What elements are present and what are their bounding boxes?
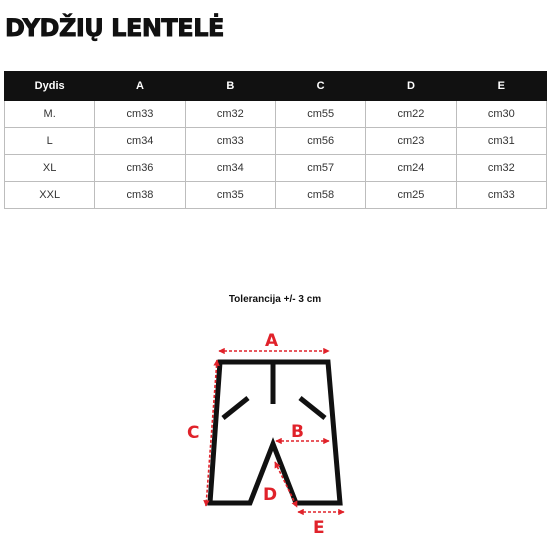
cell-d: cm25	[366, 182, 456, 209]
cell-size: XXL	[5, 182, 95, 209]
label-b: B	[291, 422, 304, 442]
cell-e: cm31	[456, 128, 546, 155]
label-a: A	[265, 331, 279, 351]
header-c: C	[275, 72, 365, 101]
cell-a: cm36	[95, 155, 185, 182]
header-size: Dydis	[5, 72, 95, 101]
cell-c: cm55	[275, 101, 365, 128]
cell-c: cm56	[275, 128, 365, 155]
header-e: E	[456, 72, 546, 101]
shorts-measurement-diagram	[150, 318, 380, 544]
measure-d-line	[275, 462, 297, 507]
cell-d: cm23	[366, 128, 456, 155]
cell-size: L	[5, 128, 95, 155]
cell-c: cm58	[275, 182, 365, 209]
label-e: E	[313, 518, 325, 538]
table-row	[5, 101, 547, 128]
cell-size: M.	[5, 101, 95, 128]
cell-b: cm34	[185, 155, 275, 182]
header-d: D	[366, 72, 456, 101]
cell-a: cm34	[95, 128, 185, 155]
tolerance-note: Tolerancija +/- 3 cm	[228, 294, 322, 305]
header-a: A	[95, 72, 185, 101]
cell-e: cm30	[456, 101, 546, 128]
cell-b: cm33	[185, 128, 275, 155]
cell-b: cm35	[185, 182, 275, 209]
cell-d: cm24	[366, 155, 456, 182]
right-pocket	[300, 398, 325, 418]
table-row	[5, 128, 547, 155]
cell-c: cm57	[275, 155, 365, 182]
cell-size: XL	[5, 155, 95, 182]
table-row	[5, 182, 547, 209]
cell-d: cm22	[366, 101, 456, 128]
cell-e: cm33	[456, 182, 546, 209]
header-b: B	[185, 72, 275, 101]
shorts-outline	[210, 362, 340, 503]
page-title: DYDŽIŲ LENTELĖ	[5, 14, 224, 42]
label-c: C	[187, 423, 200, 443]
cell-a: cm38	[95, 182, 185, 209]
cell-e: cm32	[456, 155, 546, 182]
label-d: D	[263, 485, 278, 505]
cell-a: cm33	[95, 101, 185, 128]
table-row	[5, 155, 547, 182]
table-header-row	[5, 72, 547, 101]
left-pocket	[223, 398, 248, 418]
cell-b: cm32	[185, 101, 275, 128]
size-table	[4, 71, 547, 209]
